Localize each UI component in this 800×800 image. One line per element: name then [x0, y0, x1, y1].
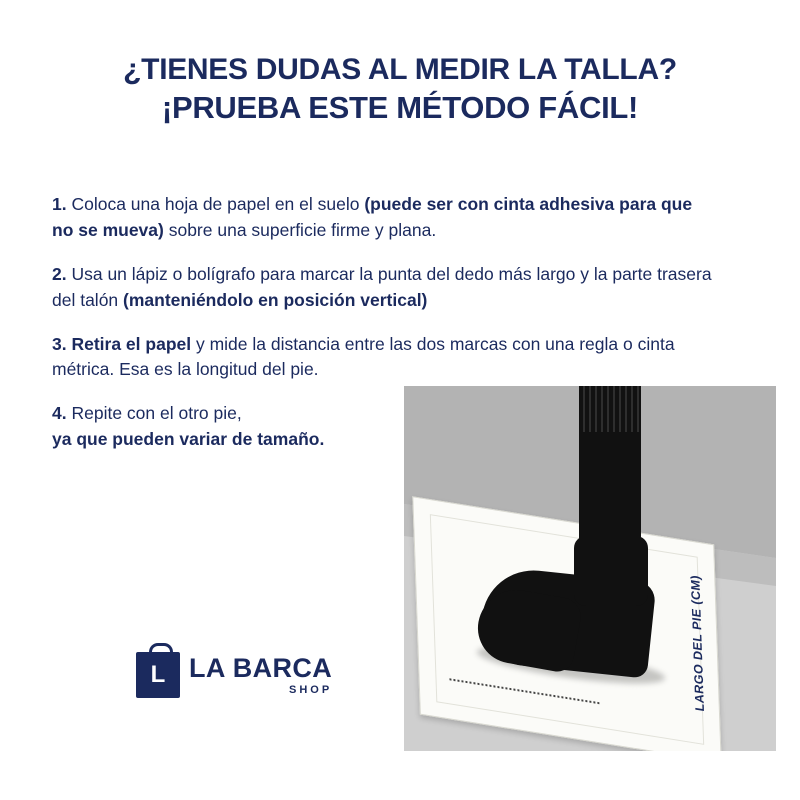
sock-leg	[579, 386, 641, 574]
step-number: 3.	[52, 333, 67, 354]
step-text: Usa un lápiz o bolígrafo para marcar la punta del dedo más largo y la parte trasera del talón	[52, 263, 712, 310]
step-text: Coloca una hoja de papel en el suelo	[66, 194, 365, 214]
heading-line-1: ¿TIENES DUDAS AL MEDIR LA TALLA?	[123, 53, 677, 86]
step-item-4	[52, 401, 412, 453]
step-number: 1.	[52, 194, 67, 214]
logo-name: LA BARCA	[189, 652, 333, 683]
logo-bag-letter: L	[150, 661, 166, 688]
step-text-bold: Retira el papel	[66, 333, 192, 354]
step-number: 2.	[52, 263, 67, 284]
step-text-bold: (manteniéndolo en posición vertical)	[123, 289, 428, 310]
step-text-bold: ya que pueden variar de tamaño.	[52, 429, 325, 450]
logo-subtitle: SHOP	[289, 683, 333, 696]
sock-ribbing	[579, 386, 641, 432]
step-item-2	[52, 262, 712, 314]
step-item-1	[52, 192, 712, 244]
shopping-bag-icon	[136, 652, 180, 698]
brand-logo	[136, 652, 332, 698]
step-text: y mide la distancia entre las dos marcas con una regla o cinta métrica. Esa es la longitud del pie.	[52, 333, 675, 380]
step-text: Repite con el otro pie,	[66, 403, 242, 424]
logo-text	[189, 652, 333, 696]
heading-line-2: ¡PRUEBA ESTE MÉTODO FÁCIL!	[161, 90, 639, 126]
step-text-bold: (puede ser con cinta adhesiva para que no se mueva)	[52, 194, 693, 240]
step-item-3	[52, 332, 712, 384]
measure-label: LARGO DEL PIE (CM)	[688, 573, 708, 713]
step-text: sobre una superficie firme y plana.	[163, 219, 437, 240]
page-title	[0, 52, 800, 127]
step-number: 4.	[52, 403, 67, 424]
foot-measuring-photo	[404, 386, 776, 751]
